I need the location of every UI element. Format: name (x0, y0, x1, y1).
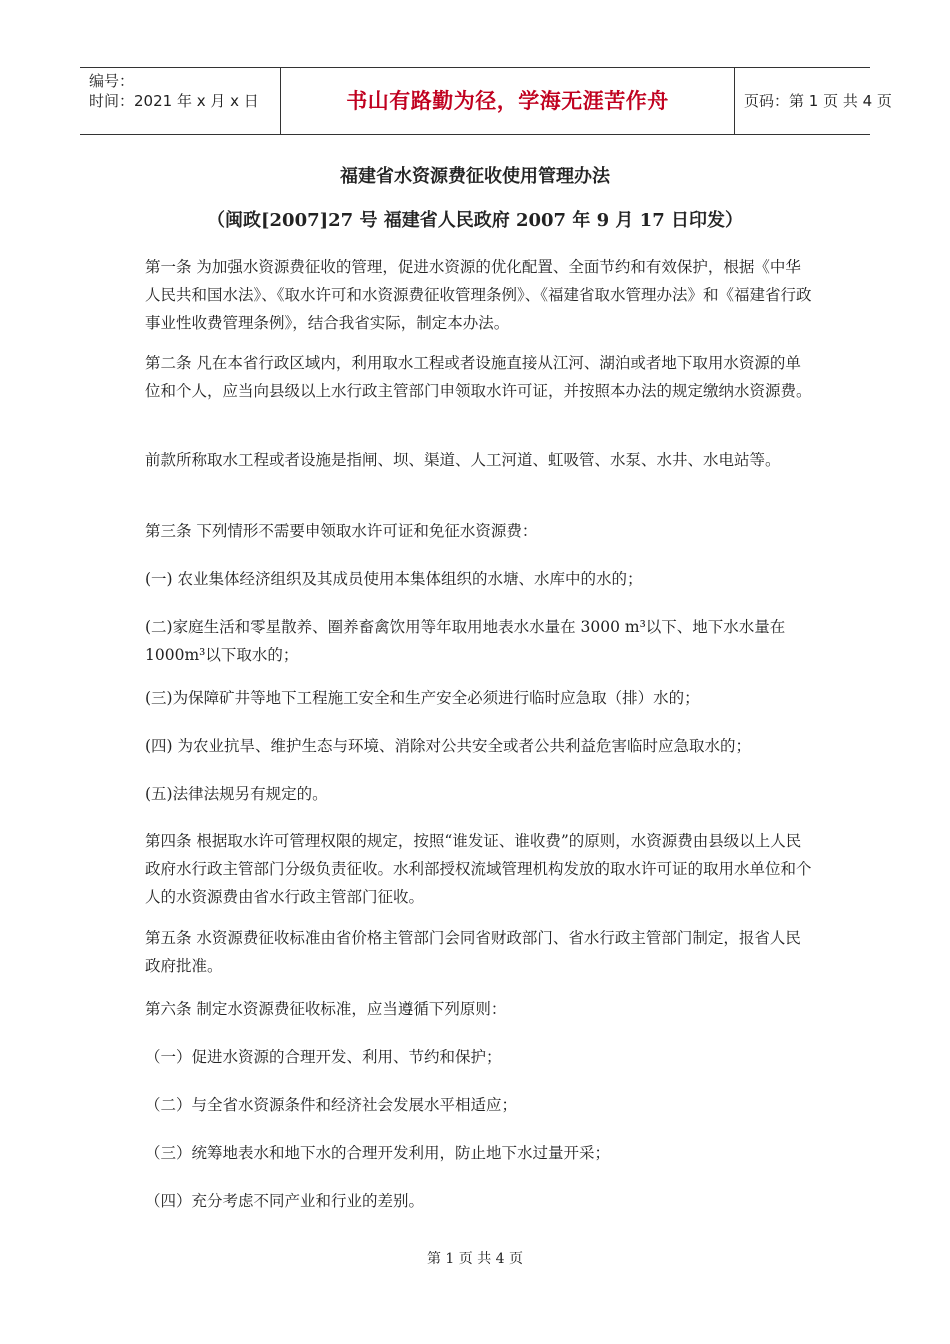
document-number: 编号： (89, 72, 135, 90)
list-item: (二)家庭生活和零星散养、圈养畜禽饮用等年取用地表水水量在 3000 m³以下、地下水水量在 1000m³以下取水的； (145, 618, 786, 664)
document-subtitle: （闽政[2007]27 号 福建省人民政府 2007 年 9 月 17 日印发） (207, 210, 743, 231)
list-item: （三）统筹地表水和地下水的合理开发利用，防止地下水过量开采； (145, 1144, 611, 1162)
article-3: 第三条 下列情形不需要申领取水许可证和免征水资源费： (145, 522, 538, 540)
article-6: 第六条 制定水资源费征收标准，应当遵循下列原则： (145, 1000, 507, 1018)
list-item: (三)为保障矿井等地下工程施工安全和生产安全必须进行临时应急取（排）水的； (145, 689, 700, 707)
list-item: （二）与全省水资源条件和经济社会发展水平相适应； (145, 1096, 518, 1114)
list-item: (四) 为农业抗旱、维护生态与环境、消除对公共安全或者公共利益危害临时应急取水的； (145, 737, 752, 755)
header-motto: 书山有路勤为径，学海无涯苦作舟 (280, 68, 735, 134)
header-page-info: 页码：第 1 页 共 4 页 (744, 92, 892, 110)
article-1: 第一条 为加强水资源费征收的管理，促进水资源的优化配置、全面节约和有效保护，根据《中华人民共和国水法》、《取水许可和水资源费征收管理条例》、《福建省取水管理办法》和《福建省行政事业性收费管理条例》，结合我省实际，制定本办法。 (145, 258, 812, 332)
page-footer: 第 1 页 共 4 页 (426, 1251, 524, 1267)
header-meta (80, 68, 280, 134)
list-item: (一) 农业集体经济组织及其成员使用本集体组织的水塘、水库中的水的； (145, 570, 643, 588)
document-date: 时间：2021 年 x 月 x 日 (89, 92, 259, 110)
list-item: （一）促进水资源的合理开发、利用、节约和保护； (145, 1048, 502, 1066)
page-header (80, 67, 892, 135)
article-2: 第二条 凡在本省行政区域内，利用取水工程或者设施直接从江河、湖泊或者地下取用水资源的单位和个人，应当向县级以上水行政主管部门申领取水许可证，并按照本办法的规定缴纳水资源费。 (145, 354, 812, 400)
paragraph-definition: 前款所称取水工程或者设施是指闸、坝、渠道、人工河道、虹吸管、水泵、水井、水电站等。 (145, 451, 781, 469)
article-4: 第四条 根据取水许可管理权限的规定，按照“谁发证、谁收费”的原则，水资源费由县级以上人民政府水行政主管部门分级负责征收。水利部授权流域管理机构发放的取水许可证的取用水单位和个人的水资源费由省水行政主管部门征收。 (145, 832, 812, 906)
list-item: (五)法律法规另有规定的。 (145, 785, 328, 803)
document-title: 福建省水资源费征收使用管理办法 (340, 166, 610, 187)
article-5: 第五条 水资源费征收标准由省价格主管部门会同省财政部门、省水行政主管部门制定，报省人民政府批准。 (145, 929, 801, 975)
list-item: （四）充分考虑不同产业和行业的差别。 (145, 1192, 425, 1210)
